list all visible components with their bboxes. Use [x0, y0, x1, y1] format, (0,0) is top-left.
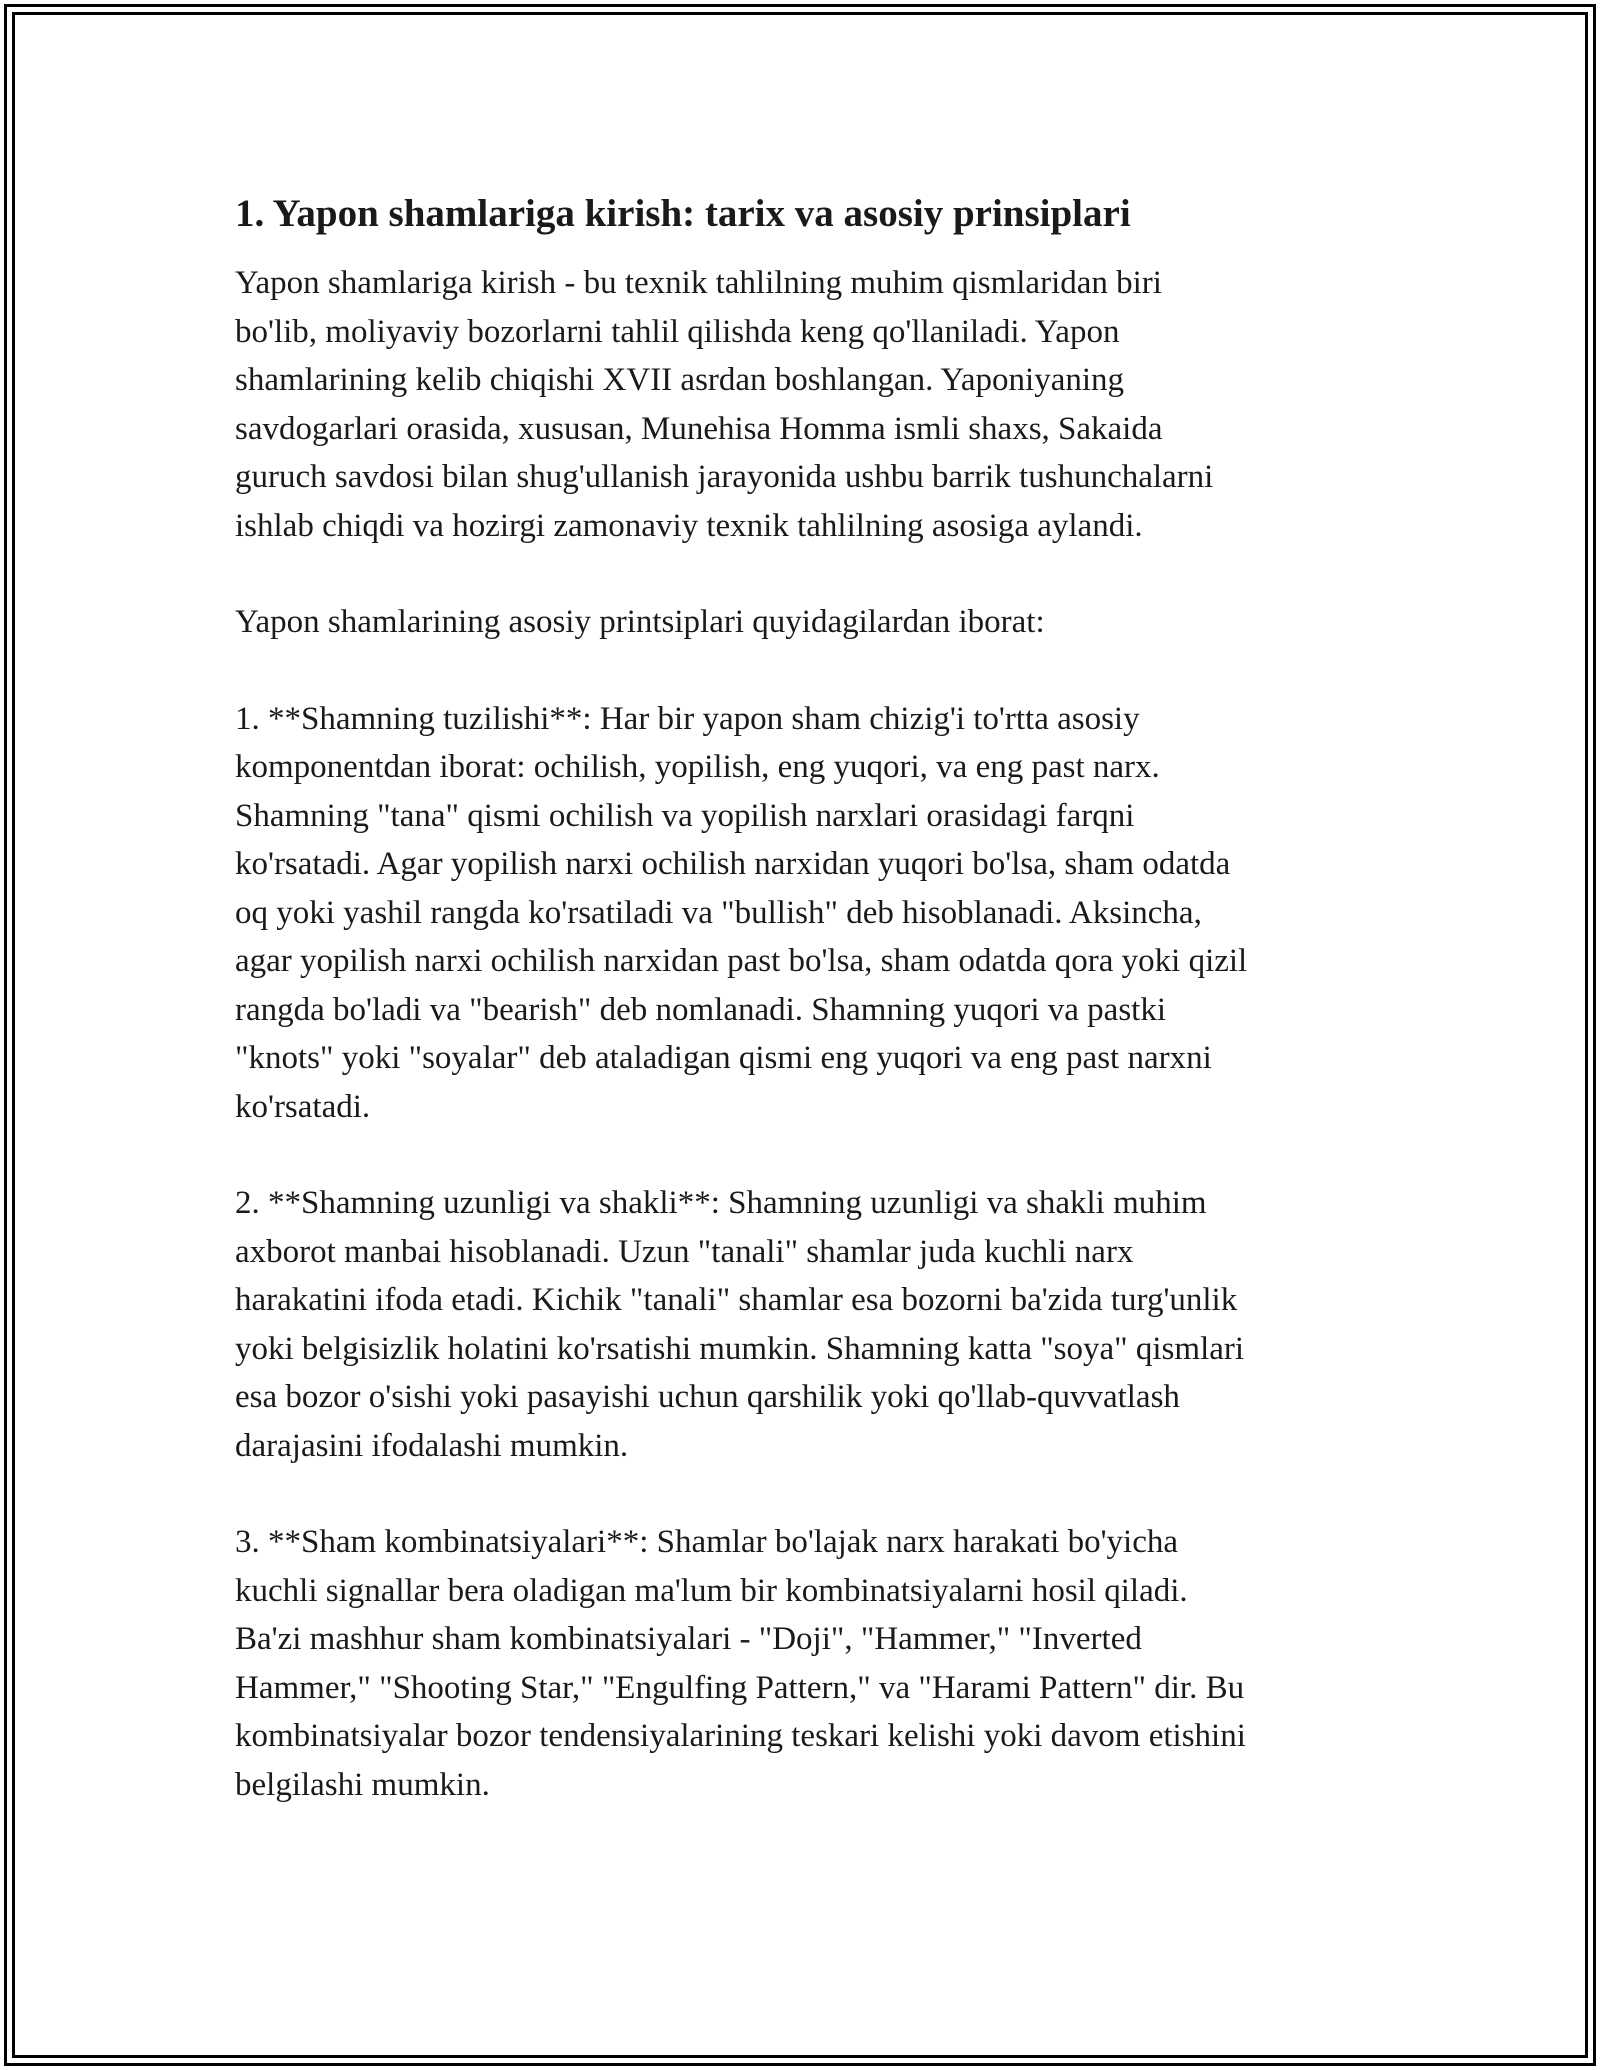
list-item-length-shape: 2. **Shamning uzunligi va shakli**: Shamning uzunligi va shakli muhim axborot manbai hisoblanadi. Uzun "tanali" shamlar juda kuchli narx harakatini ifoda etadi. Kichik "tanali" shamlar esa bozorni ba'zida turg'unlik yoki belgisizlik holatini ko'rsatishi mumkin. Shamning katta "soya" qismlari esa bozor o'sishi yoki pasayishi uchun qarshilik yoki qo'llab-quvvatlash darajasini ifodalashi mumkin. [235, 1185, 1245, 1464]
list-item-combinations: 3. **Sham kombinatsiyalari**: Shamlar bo'lajak narx harakati bo'yicha kuchli signallar bera oladigan ma'lum bir kombinatsiyalarni hosil qiladi. Ba'zi mashhur sham kombinatsiyalari - "Doji", "Hammer," "Inverted Hammer," "Shooting Star," "Engulfing Pattern," va "Harami Pattern" dir. Bu kombinatsiyalar bozor tendensiyalarining teskari kelishi yoki davom etishini belgilashi mumkin. [235, 1524, 1246, 1803]
list-item-structure: 1. **Shamning tuzilishi**: Har bir yapon sham chizig'i to'rtta asosiy komponentdan iborat: ochilish, yopilish, eng yuqori, va eng past narx. Shamning "tana" qismi ochilish va yopilish narxlari orasidagi farqni ko'rsatadi. Agar yopilish narxi ochilish narxidan yuqori bo'lsa, sham odatda oq yoki yashil rangda ko'rsatiladi va "bullish" deb hisoblanadi. Aksincha, agar yopilish narxi ochilish narxidan past bo'lsa, sham odatda qora yoki qizil rangda bo'ladi va "bearish" deb nomlanadi. Shamning yuqori va pastki "knots" yoki "soyalar" deb ataladigan qismi eng yuqori va eng past narxni ko'rsatadi. [235, 700, 1248, 1125]
paragraph-intro: Yapon shamlariga kirish - bu texnik tahlilning muhim qismlaridan biri bo'lib, moliyaviy bozorlarni tahlil qilishda keng qo'llaniladi. Yapon shamlarining kelib chiqishi XVII asrdan boshlangan. Yaponiyaning savdogarlari orasida, xususan, Munehisa Homma ismli shaxs, Sakaida guruch savdosi bilan shug'ullanish jarayonida ushbu barrik tushunchalarni ishlab chiqdi va hozirgi zamonaviy texnik tahlilning asosiga aylandi. [235, 265, 1214, 544]
section-heading: 1. Yapon shamlariga kirish: tarix va asosiy prinsiplari [235, 192, 1131, 235]
paragraph-principles-lead: Yapon shamlarining asosiy printsiplari quyidagilardan iborat: [235, 604, 1045, 640]
document-body [235, 186, 1375, 1809]
